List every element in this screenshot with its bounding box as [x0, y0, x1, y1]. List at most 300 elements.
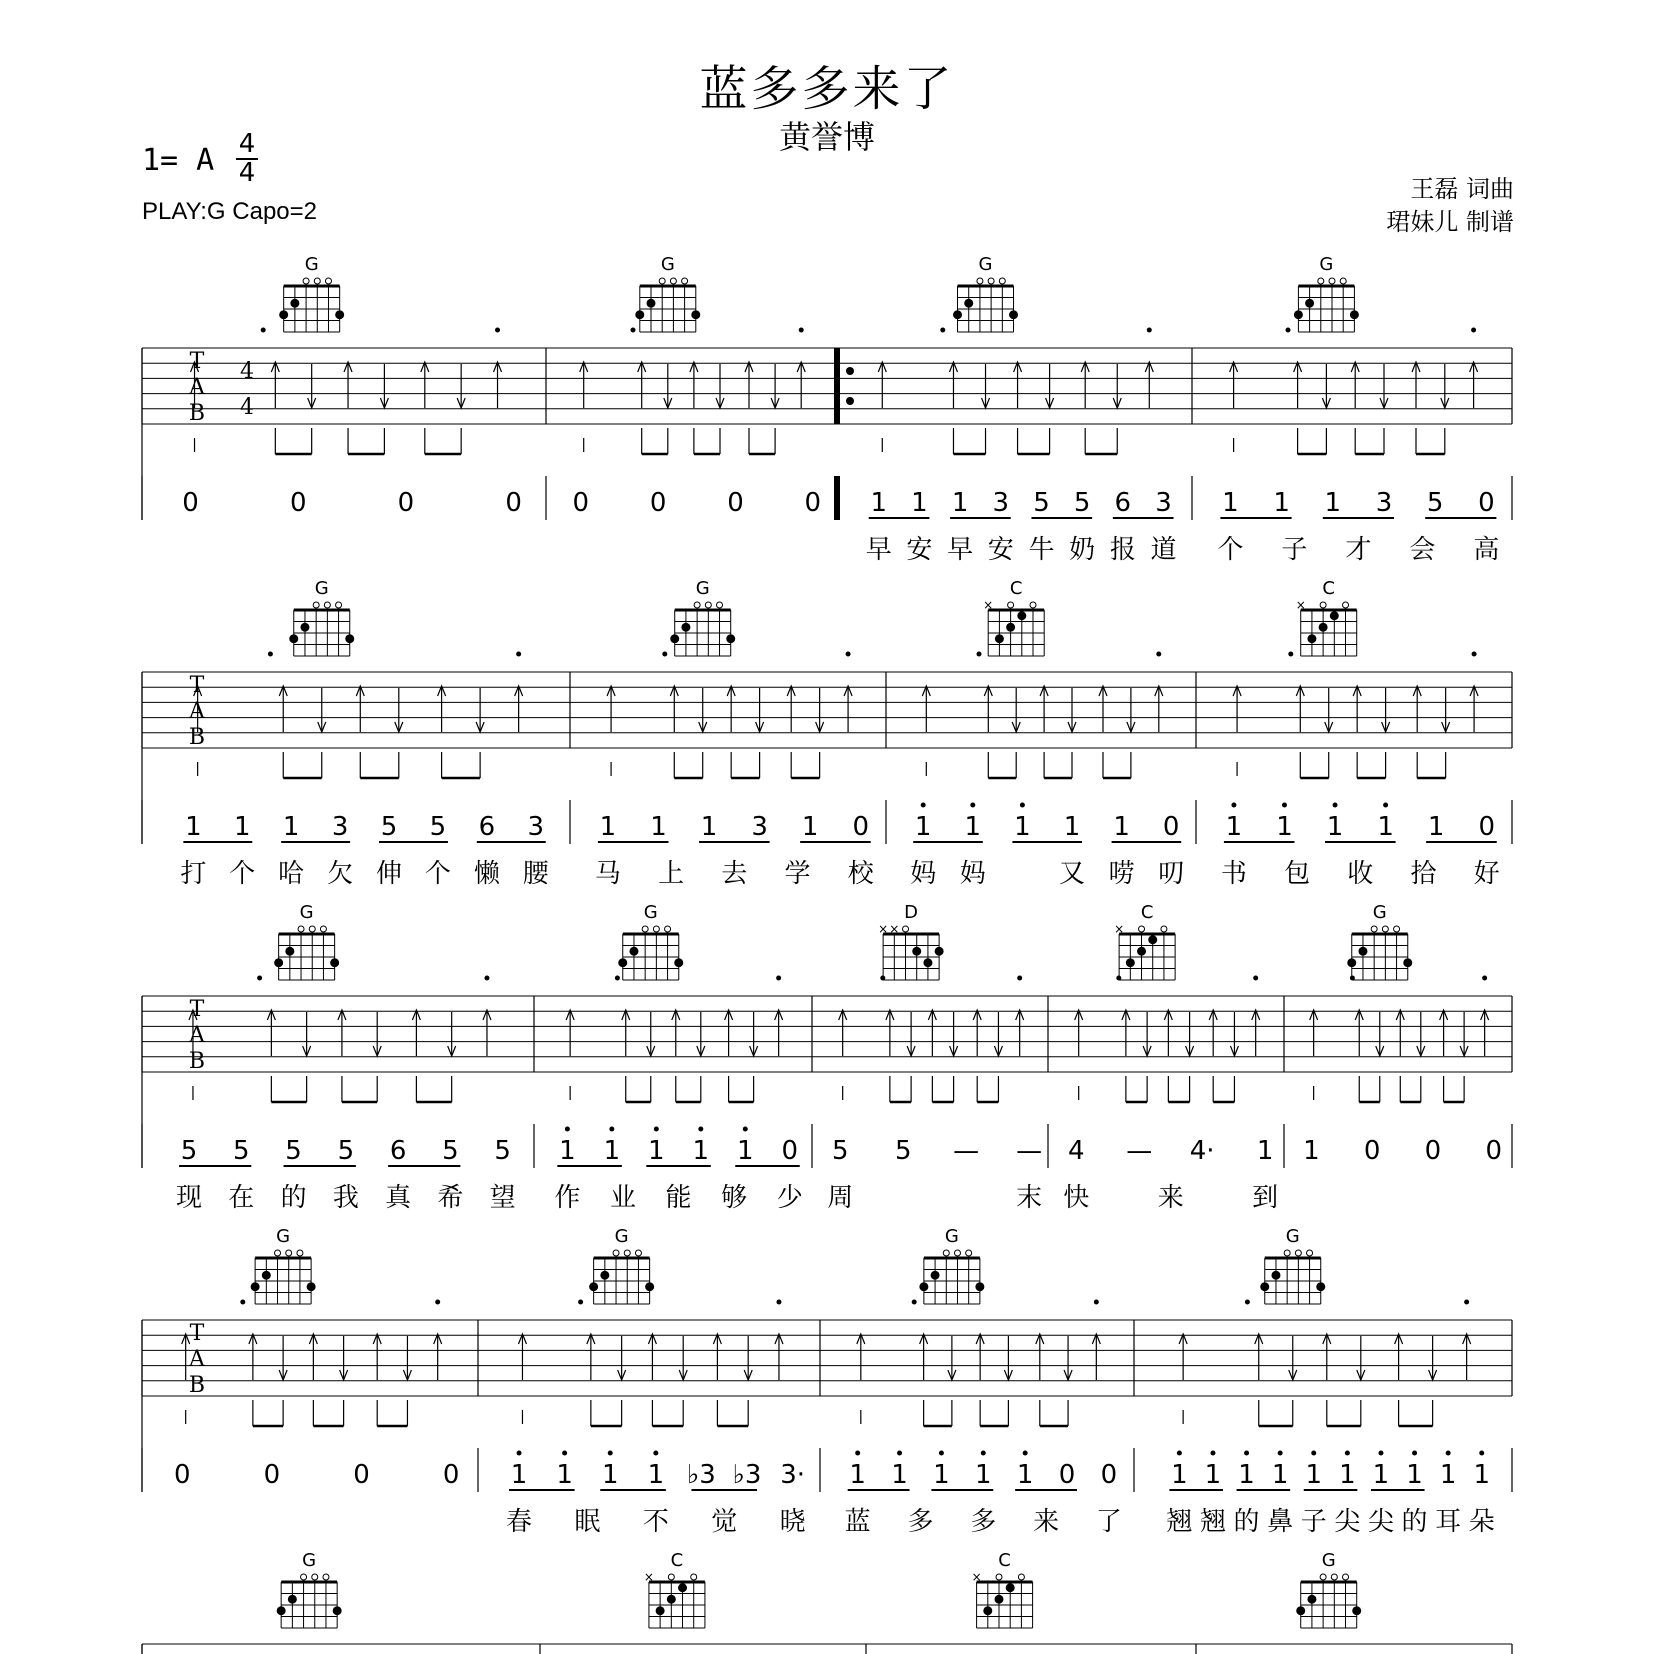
- melody-note: 6: [389, 1136, 407, 1166]
- lyric-char: 春: [506, 1507, 533, 1537]
- finger-dot: [1148, 935, 1157, 944]
- lyric-char: 哈: [278, 859, 305, 889]
- finger-dot: [726, 634, 735, 643]
- melody-note: 0: [781, 1136, 799, 1166]
- high-octave-dot: [981, 1451, 986, 1456]
- measure: [910, 578, 1184, 889]
- high-octave-dot: [1311, 1451, 1316, 1456]
- finger-dot: [670, 634, 679, 643]
- lyric-char: 早: [865, 535, 892, 565]
- melody-note: 1: [933, 1460, 950, 1490]
- lyric-char: 马: [594, 859, 621, 889]
- finger-dot: [1403, 958, 1412, 967]
- finger-dot: [1305, 299, 1314, 308]
- finger-dot: [1126, 958, 1135, 967]
- muted-string-mark: ×: [878, 922, 889, 936]
- finger-dot: [1319, 623, 1328, 632]
- finger-dot: [1358, 947, 1367, 956]
- repeat-start-thick-bar: [834, 476, 840, 520]
- melody-note: 1: [1326, 812, 1344, 842]
- tab-letter: A: [189, 1347, 205, 1372]
- finger-dot: [923, 958, 932, 967]
- lyric-char: 能: [665, 1183, 692, 1213]
- chord-diagram: [277, 1550, 342, 1628]
- melody-note: 0: [397, 488, 415, 518]
- melody-note: 1: [1271, 1460, 1289, 1490]
- melody-note: 0: [1058, 1460, 1076, 1490]
- open-string-mark: [682, 278, 688, 284]
- finger-dot: [1347, 958, 1356, 967]
- lyric-char: 作: [554, 1183, 581, 1213]
- accent-dot: [484, 976, 489, 981]
- open-string-mark: [996, 1574, 1002, 1580]
- tab-letter: T: [189, 1321, 205, 1346]
- melody-note: 0: [1478, 488, 1495, 518]
- open-string-mark: [298, 926, 304, 932]
- open-string-mark: [954, 1250, 960, 1256]
- lyric-char: 个: [229, 859, 256, 889]
- lyric-char: 又: [1058, 859, 1086, 889]
- finger-dot: [635, 310, 644, 319]
- muted-string-mark: ×: [983, 598, 994, 612]
- open-string-mark: [966, 1250, 972, 1256]
- melody-note: 0: [1100, 1460, 1118, 1490]
- chord-name: G: [314, 578, 329, 599]
- open-string-mark: [1329, 278, 1335, 284]
- melody-note: 3: [1375, 488, 1393, 518]
- lyric-char: 快: [1063, 1183, 1090, 1213]
- finger-dot: [1017, 611, 1026, 620]
- high-octave-dot: [653, 1451, 658, 1456]
- melody-note: 1: [951, 488, 969, 518]
- tab-letter: B: [188, 725, 206, 750]
- melody-note: 1: [650, 812, 667, 842]
- tab-letter: T: [189, 997, 205, 1022]
- lyric-char: 报: [1109, 535, 1136, 565]
- accent-dot: [662, 652, 667, 657]
- melody-note: 1: [975, 1460, 992, 1490]
- open-string-mark: [320, 926, 326, 932]
- high-octave-dot: [1177, 1451, 1182, 1456]
- melody-note: 1: [737, 1136, 754, 1166]
- chord-name: D: [904, 902, 919, 923]
- lyric-char: 来: [1157, 1183, 1184, 1213]
- lyric-char: 的: [280, 1183, 307, 1213]
- lyric-char: 翘: [1199, 1507, 1226, 1537]
- lyric-char: 书: [1220, 859, 1247, 889]
- measure: [1221, 578, 1500, 889]
- lyric-char: 蓝: [844, 1507, 871, 1537]
- melody-note: 0: [1485, 1136, 1503, 1166]
- finger-dot: [1294, 310, 1303, 319]
- open-string-mark: [1318, 278, 1324, 284]
- melody-note: 0: [1162, 812, 1180, 842]
- tab-letter: A: [189, 375, 205, 400]
- melody-note: 1: [1063, 812, 1081, 842]
- finger-dot: [647, 299, 656, 308]
- chord-name: G: [1319, 254, 1334, 275]
- accent-dot: [1147, 328, 1152, 333]
- melody-note: 1: [1427, 812, 1445, 842]
- finger-dot: [919, 1282, 928, 1291]
- melody-note: 1: [849, 1460, 866, 1490]
- accent-dot: [435, 1300, 440, 1305]
- finger-dot: [678, 1583, 687, 1592]
- high-octave-dot: [565, 1127, 570, 1132]
- open-string-mark: [313, 602, 319, 608]
- melody-note: 5: [180, 1136, 198, 1166]
- tab-letter: B: [188, 1373, 206, 1398]
- finger-dot: [335, 310, 344, 319]
- open-string-mark: [297, 1250, 303, 1256]
- high-octave-dot: [654, 1127, 659, 1132]
- finger-dot: [1330, 611, 1339, 620]
- finger-dot: [289, 634, 298, 643]
- lyric-char: 尖: [1334, 1507, 1361, 1537]
- melody-note: 3: [1155, 488, 1172, 518]
- lyric-char: 早: [947, 535, 974, 565]
- finger-dot: [912, 947, 921, 956]
- lyric-char: 会: [1409, 535, 1436, 565]
- transcriber: 珺妹儿 制谱: [1386, 208, 1514, 236]
- melody-note: 3·: [780, 1460, 806, 1490]
- accent-dot: [631, 328, 636, 333]
- chord-name: G: [695, 578, 710, 599]
- lyric-char: 校: [847, 859, 874, 889]
- melody-note: 1: [647, 1460, 665, 1490]
- open-string-mark: [691, 1574, 697, 1580]
- melody-note: 1: [1113, 812, 1130, 842]
- open-string-mark: [705, 602, 711, 608]
- open-string-mark: [642, 926, 648, 932]
- melody-note: 1: [1276, 812, 1293, 842]
- accent-dot: [1350, 976, 1355, 981]
- finger-dot: [674, 958, 683, 967]
- open-string-mark: [1295, 1250, 1301, 1256]
- finger-dot: [629, 947, 638, 956]
- lyric-char: 安: [906, 535, 933, 565]
- melody-note: 1: [1273, 488, 1290, 518]
- melody-note: 1: [1339, 1460, 1356, 1490]
- accent-dot: [268, 652, 273, 657]
- open-string-mark: [323, 1574, 329, 1580]
- melody-note: 1: [648, 1136, 665, 1166]
- accent-dot: [495, 328, 500, 333]
- chord-diagram: [589, 1226, 654, 1304]
- melody-note: 1: [801, 812, 819, 842]
- chord-diagram: [878, 902, 944, 980]
- melody-note: 1: [185, 812, 202, 842]
- chord-name: G: [304, 254, 319, 275]
- melody-note: 5: [894, 1136, 912, 1166]
- finger-dot: [262, 1271, 271, 1280]
- melody-note: 0: [289, 488, 307, 518]
- melody-note: 1: [911, 488, 928, 518]
- open-string-mark: [325, 278, 331, 284]
- lyric-char: 腰: [522, 859, 549, 889]
- melody-note: 4·: [1189, 1136, 1215, 1166]
- muted-string-mark: ×: [1295, 598, 1306, 612]
- lyric-char: 个: [1217, 535, 1244, 565]
- tab-time-sig: 4: [240, 395, 254, 420]
- measure: [180, 578, 549, 889]
- measure: [1166, 1226, 1494, 1537]
- melody-note: 0: [1363, 1136, 1381, 1166]
- open-string-mark: [659, 278, 665, 284]
- accent-dot: [257, 976, 262, 981]
- accent-dot: [846, 652, 851, 657]
- finger-dot: [277, 1606, 286, 1615]
- artist-name: 黄誉博: [778, 118, 875, 156]
- accent-dot: [1253, 976, 1258, 981]
- melody-note: 0: [1424, 1136, 1442, 1166]
- lyric-char: 多: [970, 1507, 997, 1537]
- tab-letter: A: [189, 699, 205, 724]
- high-octave-dot: [698, 1127, 703, 1132]
- accent-dot: [912, 1300, 917, 1305]
- open-string-mark: [275, 1250, 281, 1256]
- chord-name: C: [998, 1550, 1011, 1571]
- high-octave-dot: [1023, 1451, 1028, 1456]
- lyric-char: 末: [1016, 1183, 1043, 1213]
- muted-string-mark: ×: [971, 1570, 982, 1584]
- open-string-mark: [653, 926, 659, 932]
- melody-note: 1: [234, 812, 251, 842]
- tab-letter: T: [189, 349, 205, 374]
- melody-note: —: [1126, 1136, 1153, 1166]
- chord-name: G: [276, 1226, 291, 1247]
- chord-name: G: [1372, 902, 1387, 923]
- lyric-char: 晓: [779, 1507, 806, 1537]
- finger-dot: [953, 310, 962, 319]
- lyric-char: 不: [642, 1507, 669, 1537]
- melody-note: 0: [174, 1460, 191, 1490]
- high-octave-dot: [921, 803, 926, 808]
- melody-note: ♭3: [687, 1460, 716, 1490]
- open-string-mark: [903, 926, 909, 932]
- high-octave-dot: [1244, 1451, 1249, 1456]
- melody-note: 1: [1014, 812, 1031, 842]
- melody-note: 0: [727, 488, 744, 518]
- high-octave-dot: [562, 1451, 567, 1456]
- finger-dot: [995, 634, 1004, 643]
- muted-string-mark: ×: [643, 1570, 654, 1584]
- repeat-start-thick-bar: [834, 348, 840, 424]
- melody-note: 6: [1114, 488, 1132, 518]
- finger-dot: [1260, 1282, 1269, 1291]
- open-string-mark: [336, 602, 342, 608]
- finger-dot: [935, 947, 944, 956]
- accent-dot: [1482, 976, 1487, 981]
- lyric-char: 多: [907, 1507, 934, 1537]
- melody-note: 1: [1238, 1460, 1255, 1490]
- melody-note: 5: [494, 1136, 511, 1166]
- accent-dot: [240, 1300, 245, 1305]
- finger-dot: [645, 1282, 654, 1291]
- finger-dot: [290, 299, 299, 308]
- lyric-char: 的: [1401, 1507, 1428, 1537]
- accent-dot: [261, 328, 266, 333]
- measure: [1063, 902, 1278, 1213]
- finger-dot: [330, 958, 339, 967]
- melody-note: 1: [891, 1460, 908, 1490]
- lyric-char: 希: [437, 1183, 464, 1213]
- high-octave-dot: [743, 1127, 748, 1132]
- accent-dot: [776, 976, 781, 981]
- measure: [644, 1550, 705, 1628]
- finger-dot: [1307, 634, 1316, 643]
- lyric-char: 去: [721, 859, 748, 889]
- accent-dot: [516, 652, 521, 657]
- accent-dot: [1094, 1300, 1099, 1305]
- open-string-mark: [301, 1574, 307, 1580]
- open-string-mark: [1284, 1250, 1290, 1256]
- high-octave-dot: [970, 803, 975, 808]
- melody-note: 1: [601, 1460, 619, 1490]
- lyric-char: 牛: [1028, 535, 1055, 565]
- lyric-char: 包: [1284, 859, 1311, 889]
- high-octave-dot: [1278, 1451, 1283, 1456]
- lyric-char: 子: [1281, 535, 1308, 565]
- high-octave-dot: [1479, 1451, 1484, 1456]
- accent-dot: [1471, 328, 1476, 333]
- chord-name: C: [1009, 578, 1023, 599]
- chord-name: G: [1321, 1550, 1336, 1571]
- finger-dot: [333, 1606, 342, 1615]
- melody-note: 5: [429, 812, 447, 842]
- melody-note: 5: [1073, 488, 1091, 518]
- high-octave-dot: [1412, 1451, 1417, 1456]
- lyric-char: 收: [1347, 859, 1374, 889]
- finger-dot: [1307, 1595, 1316, 1604]
- finger-dot: [1006, 1583, 1015, 1592]
- melody-note: 1: [914, 812, 932, 842]
- melody-note: 0: [852, 812, 869, 842]
- finger-dot: [600, 1271, 609, 1280]
- chord-diagram: [635, 254, 700, 332]
- melody-note: 0: [1478, 812, 1495, 842]
- chord-diagram: [983, 578, 1044, 656]
- open-string-mark: [286, 1250, 292, 1256]
- open-string-mark: [1161, 926, 1167, 932]
- lyric-char: 朵: [1468, 1507, 1495, 1537]
- melody-note: 1: [1256, 1136, 1274, 1166]
- finger-dot: [1006, 623, 1015, 632]
- lyric-char: 叨: [1158, 859, 1185, 889]
- accent-dot: [1116, 976, 1121, 981]
- melody-note: 0: [572, 488, 590, 518]
- tab-letter: A: [189, 1023, 205, 1048]
- chord-diagram: [251, 1226, 316, 1304]
- lyric-char: 唠: [1108, 859, 1135, 889]
- lyric-char: 伸: [376, 859, 403, 889]
- lyric-char: 好: [1473, 859, 1500, 889]
- accent-dot: [1464, 1300, 1469, 1305]
- lyric-char: 学: [784, 859, 811, 889]
- chord-diagram: [670, 578, 735, 656]
- melody-note: 1: [692, 1136, 710, 1166]
- accent-dot: [1017, 976, 1022, 981]
- tab-letter: B: [188, 401, 206, 426]
- melody-note: 1: [1377, 812, 1394, 842]
- melody-note: 1: [1372, 1460, 1390, 1490]
- finger-dot: [618, 958, 627, 967]
- lyric-char: 在: [228, 1183, 255, 1213]
- finger-dot: [1296, 1606, 1305, 1615]
- melody-note: 1: [510, 1460, 528, 1490]
- melody-note: 5: [442, 1136, 459, 1166]
- measure: [174, 1226, 459, 1490]
- chord-diagram: [972, 1550, 1033, 1628]
- melody-note: 5: [1426, 488, 1444, 518]
- measure: [1296, 1550, 1361, 1628]
- melody-note: 1: [1204, 1460, 1222, 1490]
- finger-dot: [1271, 1271, 1280, 1280]
- key-signature: 1= A: [142, 143, 215, 178]
- lyric-char: 妈: [910, 859, 937, 889]
- chord-name: C: [1322, 578, 1336, 599]
- chord-name: G: [302, 1550, 317, 1571]
- accent-dot: [578, 1300, 583, 1305]
- chord-name: G: [643, 902, 658, 923]
- melody-note: 5: [1033, 488, 1050, 518]
- finger-dot: [656, 1606, 665, 1615]
- chord-name: G: [978, 254, 993, 275]
- melody-note: 0: [353, 1460, 370, 1490]
- accent-dot: [1286, 328, 1291, 333]
- finger-dot: [251, 1282, 260, 1291]
- lyric-char: 懒: [473, 859, 500, 889]
- lyric-char: 才: [1345, 535, 1372, 565]
- chord-diagram: [1347, 902, 1412, 980]
- lyric-char: 望: [489, 1183, 516, 1213]
- finger-dot: [691, 310, 700, 319]
- tab-letter: T: [189, 673, 205, 698]
- lyric-char: 到: [1252, 1183, 1279, 1213]
- finger-dot: [964, 299, 973, 308]
- open-string-mark: [624, 1250, 630, 1256]
- lyric-char: 眠: [574, 1507, 601, 1537]
- open-string-mark: [943, 1250, 949, 1256]
- lyric-char: 的: [1233, 1507, 1260, 1537]
- high-octave-dot: [939, 1451, 944, 1456]
- melody-note: 1: [700, 812, 718, 842]
- lyric-char: 个: [424, 859, 451, 889]
- chord-diagram: [919, 1226, 984, 1304]
- finger-dot: [995, 1595, 1004, 1604]
- lyric-char: 来: [1033, 1507, 1060, 1537]
- finger-dot: [1316, 1282, 1325, 1291]
- open-string-mark: [988, 278, 994, 284]
- finger-dot: [589, 1282, 598, 1291]
- measure: [182, 254, 522, 518]
- melody-note: 3: [751, 812, 768, 842]
- lyric-char: 上: [658, 859, 685, 889]
- finger-dot: [279, 310, 288, 319]
- measure: [1303, 902, 1502, 1166]
- accent-dot: [1288, 652, 1293, 657]
- lyricist-composer: 王磊 词曲: [1410, 175, 1514, 203]
- lyric-char: 我: [332, 1183, 359, 1213]
- open-string-mark: [303, 278, 309, 284]
- open-string-mark: [1343, 1574, 1349, 1580]
- melody-note: 1: [559, 1136, 576, 1166]
- lyric-char: 觉: [711, 1507, 738, 1537]
- high-octave-dot: [855, 1451, 860, 1456]
- open-string-mark: [1320, 602, 1326, 608]
- melody-note: 1: [1305, 1460, 1323, 1490]
- lyric-char: 耳: [1435, 1507, 1462, 1537]
